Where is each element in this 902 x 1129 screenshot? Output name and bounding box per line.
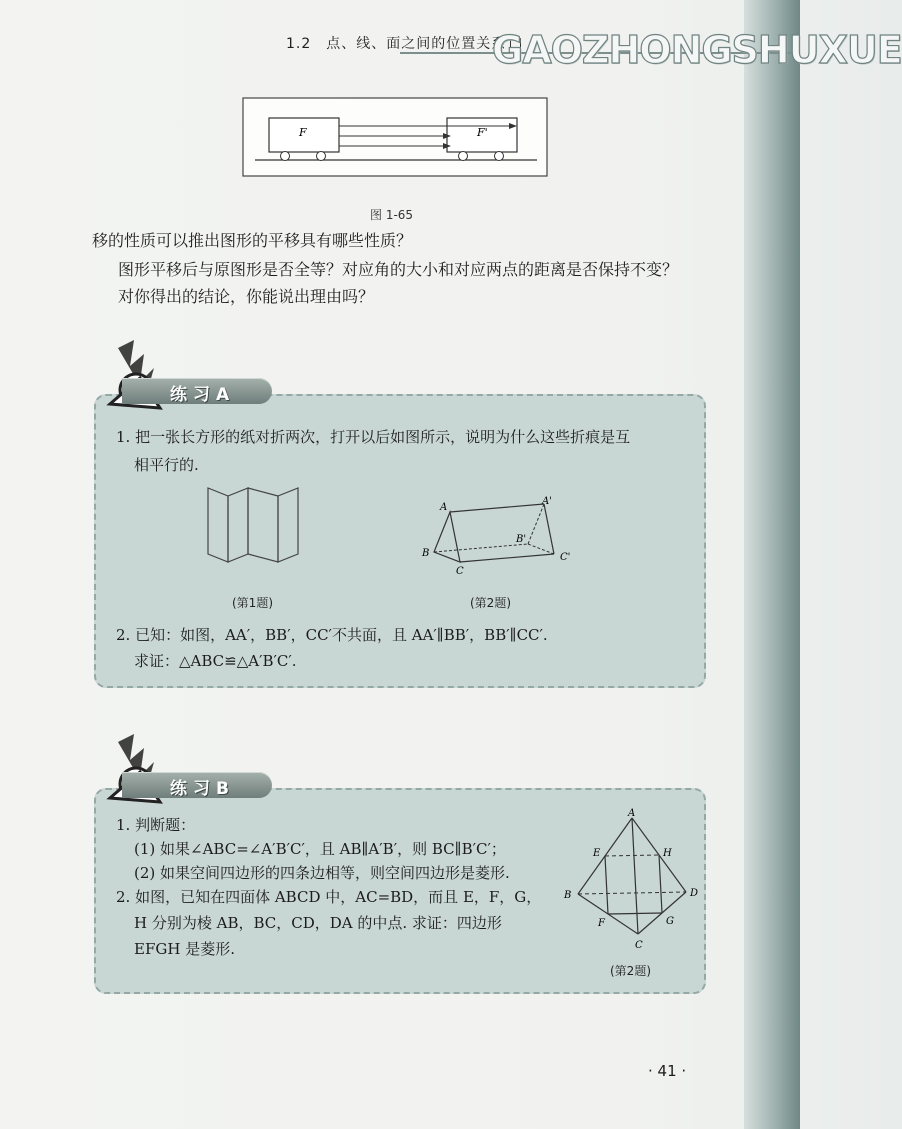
tetrahedron-figure [562,806,706,954]
cart-translation-figure [243,98,547,176]
tetra-label-H: H [663,848,672,859]
prism-figure [416,494,586,578]
exercise-b-q2-line3: EFGH 是菱形. [134,940,235,958]
exercise-a-title: 练习A [170,385,236,405]
prism-label-A: A [440,502,448,513]
exercise-a-q2-line1: 2. 已知：如图，AA′，BB′，CC′不共面，且 AA′∥BB′，BB′∥CC′. [116,626,548,644]
prism-label-C: C [456,566,464,577]
tetra-label-D: D [690,888,699,899]
force-label-left: F [299,126,307,139]
tetra-label-C: C [635,940,643,951]
prism-label-C1: C' [560,552,571,563]
exercise-a-q1-line2: 相平行的. [134,456,199,474]
running-header [286,33,521,53]
exercise-a-fig2-caption: (第2题) [470,596,511,610]
exercise-b-q2-line2: H 分别为棱 AB，BC，CD，DA 的中点. 求证：四边形 [134,914,502,932]
exercise-b-q1-item1: (1) 如果∠ABC=∠A′B′C′，且 AB∥A′B′，则 BC∥B′C′； [134,840,506,858]
exercise-b-q1-item2: (2) 如果空间四边形的四条边相等，则空间四边形是菱形. [134,864,510,882]
exercise-b-q1-head: 1. 判断题： [116,816,196,834]
folded-paper-figure [204,482,304,566]
intro-line-1: 移的性质可以推出图形的平移具有哪些性质？ [92,231,413,250]
exercise-b-title: 练习B [170,779,235,799]
exercise-a-q1-line1: 1. 把一张长方形的纸对折两次，打开以后如图所示，说明为什么这些折痕是互 [116,428,631,446]
page-number: · 41 · [648,1062,687,1080]
exercise-b-q2-line1: 2. 如图，已知在四面体 ABCD 中，AC=BD，而且 E，F，G， [116,888,542,906]
tetra-label-G: G [666,916,674,927]
intro-line-2: 图形平移后与原图形是否全等？对应角的大小和对应两点的距离是否保持不变？ [118,260,679,279]
section-title: 1.2 点、线、面之间的位置关系 [286,36,507,52]
prism-label-B1: B' [516,534,527,545]
tetra-label-F: F [598,918,605,929]
right-edge-band [744,0,800,1129]
exercise-a-q2-line2: 求证：△ABC≌△A′B′C′. [134,652,297,670]
intro-line-3: 对你得出的结论，你能说出理由吗？ [118,287,375,306]
tetra-label-A: A [628,808,636,819]
prism-label-B: B [422,548,430,559]
tetra-label-B: B [564,890,572,901]
tetra-label-E: E [593,848,601,859]
exercise-a-fig1-caption: (第1题) [232,596,273,610]
exercise-b-fig-caption: (第2题) [610,964,651,978]
prism-label-A1: A' [542,496,552,507]
force-label-right: F' [477,126,488,139]
figure-caption: 图 1-65 [370,208,414,222]
brand-wordmark: GAOZHONGSHUXUE [492,28,902,72]
